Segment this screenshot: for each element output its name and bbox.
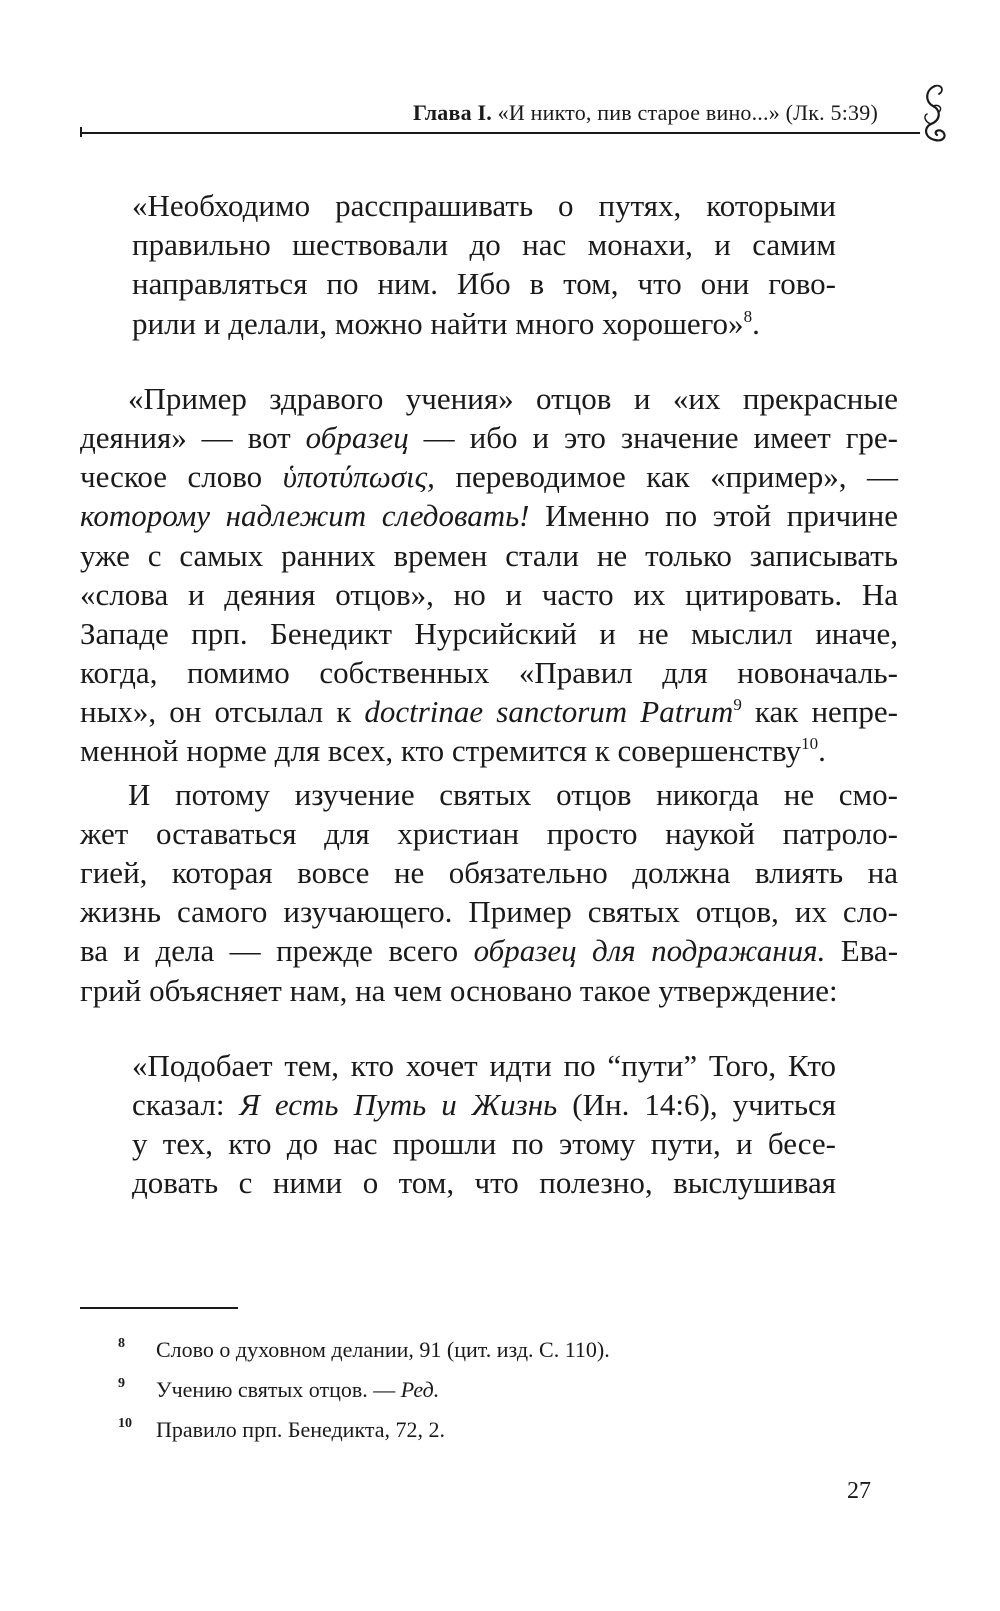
text-line <box>80 692 898 731</box>
paragraph-1 <box>80 379 898 771</box>
italic-phrase: образец для подражания. <box>473 933 826 969</box>
editor-abbrev: Ред. <box>400 1377 440 1402</box>
text-line: направляться по ним. Ибо в том, что они гово- <box>132 266 836 302</box>
footnote-number: 9 <box>118 1376 125 1391</box>
text-line: «Подобает тем, кто хочет идти по “пути” Того, Кто <box>132 1047 836 1083</box>
text-segment: Слово о духовном делании, 91 (цит. изд. С. 110). <box>156 1337 610 1362</box>
page-number: 27 <box>847 1478 871 1504</box>
text-segment: . <box>752 305 760 341</box>
footnote-number: 10 <box>118 1416 132 1431</box>
text-segment: Ева- <box>825 933 899 969</box>
text-line: правильно шествовали до нас монахи, и самим <box>132 227 836 263</box>
text-segment: (Ин. 14:6), учиться <box>557 1086 836 1122</box>
text-line <box>132 1085 836 1124</box>
footnote-9 <box>80 1370 900 1410</box>
text-line: уже с самых ранних времен стали не только записывать <box>80 537 898 573</box>
header-rule <box>80 132 920 134</box>
text-line: довать с ними о том, что полезно, выслушивая <box>132 1165 836 1201</box>
text-line <box>132 304 836 343</box>
text-line: у тех, кто до нас прошли по этому пути, и бесе- <box>132 1126 836 1162</box>
footnote-number: 8 <box>118 1336 125 1351</box>
text-line <box>80 457 898 496</box>
text-segment: ческое слово <box>80 459 283 495</box>
footnote-text <box>156 1370 439 1410</box>
footnote-ref-8[interactable]: 8 <box>743 306 753 326</box>
text-segment: — ибо и это значение имеет гре- <box>408 419 899 455</box>
footnotes <box>80 1330 900 1450</box>
text-segment: ва и дела — прежде всего <box>80 933 474 969</box>
chapter-title: «И никто, пив старое вино...» (Лк. 5:39) <box>497 100 878 125</box>
text-segment: переводимое как «пример», — <box>434 459 898 495</box>
text-segment: рили и делали, можно найти много хорошего» <box>132 305 744 341</box>
floral-ornament-icon <box>917 82 951 146</box>
text-segment: Именно по этой причине <box>529 498 898 534</box>
running-header <box>80 98 910 134</box>
text-line: Западе прп. Бенедикт Нурсийский и не мыслил иначе, <box>80 615 898 651</box>
paragraph-2 <box>80 775 898 1010</box>
chapter-label: Глава I. <box>413 100 492 125</box>
italic-term: образец <box>305 419 409 455</box>
text-line: жет оставаться для христиан просто наукой патроло- <box>80 815 898 851</box>
text-line: когда, помимо собственных «Правил для новоначаль- <box>80 655 898 691</box>
footnote-ref-9[interactable]: 9 <box>733 695 742 715</box>
text-line: И потому изучение святых отцов никогда не смо- <box>128 776 898 812</box>
quote-block-1 <box>132 186 836 343</box>
footnote-10 <box>80 1410 900 1450</box>
text-segment: менной норме для всех, кто стремится к совершенству <box>80 733 802 769</box>
text-segment: . <box>818 733 826 769</box>
italic-phrase: Я есть Путь и Жизнь <box>239 1086 558 1122</box>
italic-phrase: которому надлежит следовать! <box>80 498 530 534</box>
text-segment: сказал: <box>132 1086 240 1122</box>
text-line: грий объясняет нам, на чем основано такое утверждение: <box>80 972 838 1008</box>
text-line: жизнь самого изучающего. Пример святых отцов, их сло- <box>80 894 898 930</box>
text-line: гией, которая вовсе не обязательно должна влиять на <box>80 855 898 890</box>
text-line <box>80 931 898 970</box>
text-segment: Учению святых отцов. — <box>156 1377 401 1402</box>
quote-block-2 <box>132 1046 836 1203</box>
paragraph-gap <box>80 1010 898 1046</box>
text-segment: как непре- <box>741 694 898 730</box>
footnote-text <box>156 1330 610 1370</box>
text-line: «Пример здравого учения» отцов и «их прекрасные <box>128 380 898 416</box>
text-line <box>80 418 898 457</box>
greek-term: ὑποτύπωσις, <box>282 459 435 495</box>
text-segment: ных», он отсылал к <box>80 694 365 730</box>
body-text <box>80 186 898 1203</box>
running-header-text <box>413 100 878 126</box>
text-segment: деяния» — вот <box>80 419 306 455</box>
text-line <box>80 496 898 535</box>
footnote-separator <box>80 1307 238 1309</box>
text-line: «слова и деяния отцов», но и часто их цитировать. На <box>80 576 898 612</box>
text-line: «Необходимо расспрашивать о путях, которыми <box>132 188 836 223</box>
paragraph-gap <box>80 343 898 379</box>
text-line <box>80 731 898 770</box>
footnote-text <box>156 1410 445 1450</box>
footnote-8 <box>80 1330 900 1370</box>
latin-phrase: doctrinae sanctorum Patrum <box>364 694 734 730</box>
text-segment: Правило прп. Бенедикта, 72, 2. <box>156 1417 445 1442</box>
footnote-ref-10[interactable]: 10 <box>801 734 819 754</box>
